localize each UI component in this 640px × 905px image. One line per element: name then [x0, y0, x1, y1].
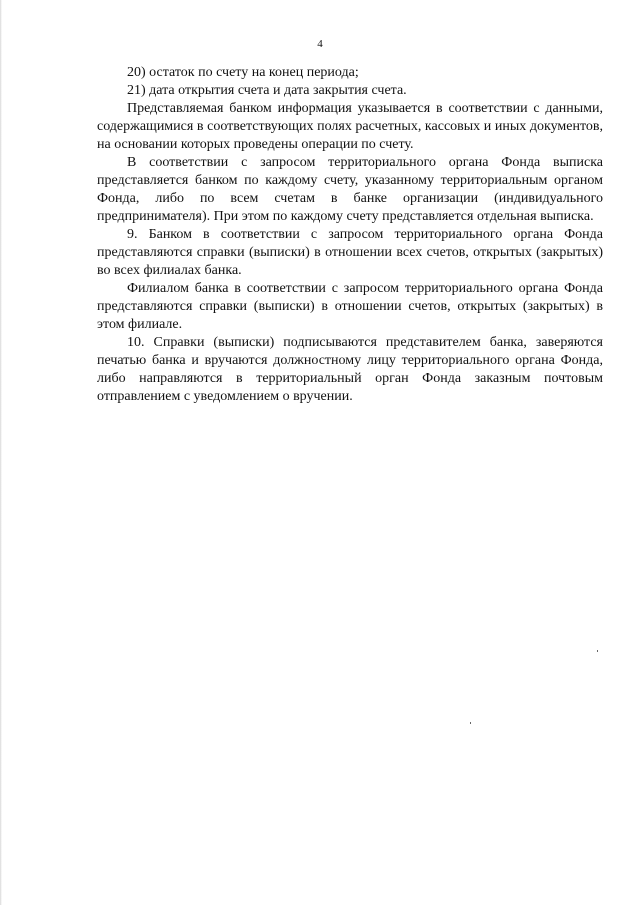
paragraph-item-20: 20) остаток по счету на конец периода;	[127, 65, 359, 80]
paragraph-statement-per-account: В соответствии с запросом территориального органа Фонда выписка представляется банком по каждому счету, указанному территориальным органом Фонда, либо по всем счетам в банке организации (индивидуального предпринимателя). При этом по каждому счету представляется отдельная выписка.	[97, 155, 603, 224]
paragraph-item-21: 21) дата открытия счета и дата закрытия счета.	[127, 83, 407, 98]
scan-edge	[0, 0, 2, 905]
paragraph-clause-10: 10. Справки (выписки) подписываются представителем банка, заверяются печатью банка и вручаются должностному лицу территориального органа Фонда, либо направляются в территориальный орган Фонда заказным почтовым отправлением с уведомлением о вручении.	[97, 335, 603, 404]
scan-speck	[597, 650, 598, 652]
paragraph-info-source: Представляемая банком информация указывается в соответствии с данными, содержащимися в соответствующих полях расчетных, кассовых и иных документов, на основании которых проведены операции по счету.	[97, 101, 603, 152]
paragraph-clause-9: 9. Банком в соответствии с запросом территориального органа Фонда представляются справки (выписки) в отношении всех счетов, открытых (закрытых) во всех филиалах банка.	[97, 227, 603, 278]
document-body	[97, 64, 603, 406]
page-number: 4	[317, 38, 323, 50]
paragraph-branch: Филиалом банка в соответствии с запросом территориального органа Фонда представляются справки (выписки) в отношении счетов, открытых (закрытых) в этом филиале.	[97, 281, 603, 332]
scan-speck	[470, 722, 471, 724]
